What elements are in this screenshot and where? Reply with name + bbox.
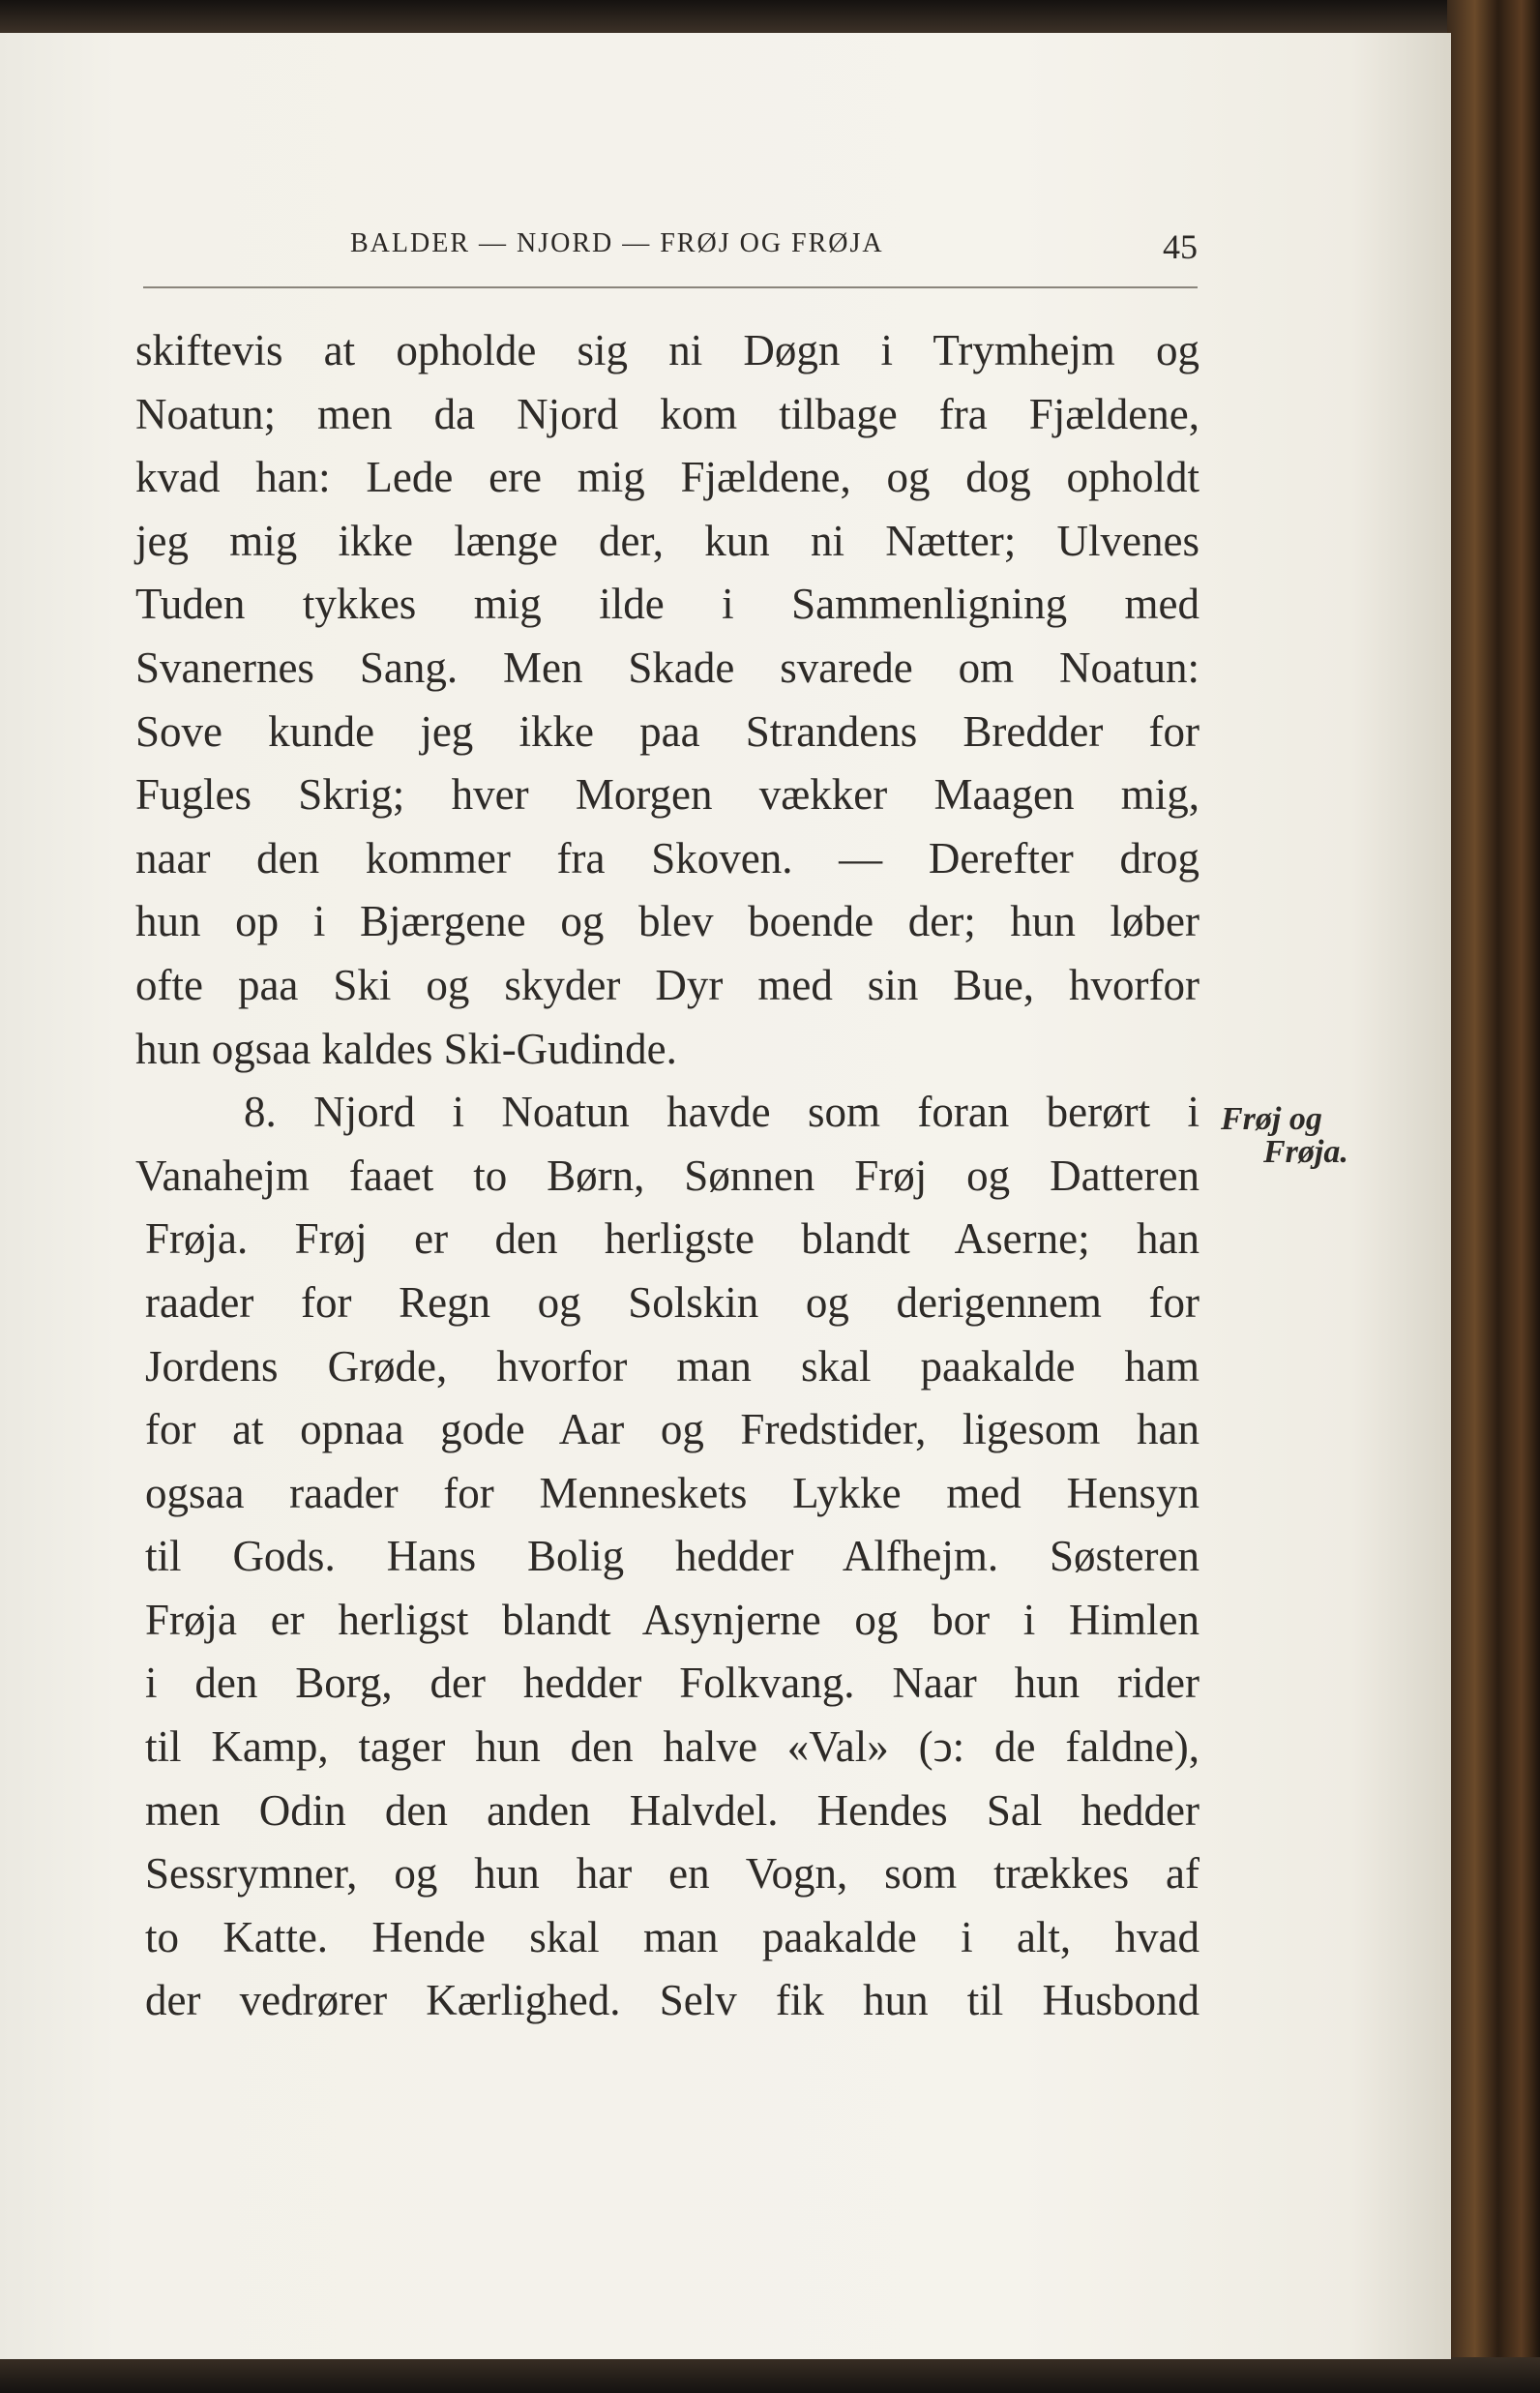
text-line: til Gods. Hans Bolig hedder Alfhejm. Søsteren [145,1532,1199,1581]
text-line: hun ogsaa kaldes Ski-Gudinde. [135,1024,677,1073]
text-line: Tuden tykkes mig ilde i Sammenligning med [135,580,1199,629]
text-line: Frøja er herligst blandt Asynjerne og bor i Himlen [145,1595,1199,1644]
text-line: Sove kunde jeg ikke paa Strandens Bredder for [135,706,1199,756]
text-line: hun op i Bjærgene og blev boende der; hun løber [135,897,1199,946]
text-line: ogsaa raader for Menneskets Lykke med Hensyn [145,1468,1199,1517]
text-line: naar den kommer fra Skoven. — Derefter drog [135,833,1199,882]
scan-border-top [0,0,1540,33]
text-line: til Kamp, tager hun den halve «Val» (ↄ: de faldne), [145,1722,1199,1772]
running-head-title: BALDER — NJORD — FRØJ OG FRØJA [350,228,884,258]
text-line: jeg mig ikke længe der, kun ni Nætter; Ulvenes [135,516,1199,565]
text-line: Frøja. Frøj er den herligste blandt Aserne; han [145,1214,1199,1264]
text-line: to Katte. Hende skal man paakalde i alt, hvad [145,1912,1199,1961]
marginal-note-line: Frøja. [1263,1134,1348,1170]
text-line: Vanahejm faaet to Børn, Sønnen Frøj og Datteren [135,1151,1199,1200]
text-line: raader for Regn og Solskin og derigennem for [145,1277,1199,1327]
text-line: ofte paa Ski og skyder Dyr med sin Bue, hvorfor [135,960,1199,1009]
text-line: Jordens Grøde, hvorfor man skal paakalde ham [145,1341,1199,1391]
marginal-note [1221,1103,1385,1169]
running-head [143,217,1198,288]
text-line: Fugles Skrig; hver Morgen vækker Maagen mig, [135,770,1199,820]
text-line: skiftevis at opholde sig ni Døgn i Trymhejm og [135,326,1199,374]
text-line: der vedrører Kærlighed. Selv fik hun til Husbond [145,1976,1199,2025]
scan-border-bottom [0,2357,1540,2393]
text-line: men Odin den anden Halvdel. Hendes Sal hedder [145,1785,1199,1835]
marginal-note-line: Frøj og [1221,1101,1322,1137]
book-binding-edge [1447,0,1540,2393]
body-text [135,319,1199,2033]
text-line: for at opnaa gode Aar og Fredstider, ligesom han [145,1405,1199,1454]
text-line: Svanernes Sang. Men Skade svarede om Noatun: [135,643,1199,692]
text-line: 8. Njord i Noatun havde som foran berørt i [244,1088,1199,1137]
text-line: i den Borg, der hedder Folkvang. Naar hun rider [145,1659,1199,1708]
text-line: Sessrymner, og hun har en Vogn, som trækkes af [145,1849,1199,1899]
page-number: 45 [1163,227,1198,266]
text-line: Noatun; men da Njord kom tilbage fra Fjældene, [135,389,1199,438]
text-line: kvad han: Lede ere mig Fjældene, og dog opholdt [135,453,1199,502]
